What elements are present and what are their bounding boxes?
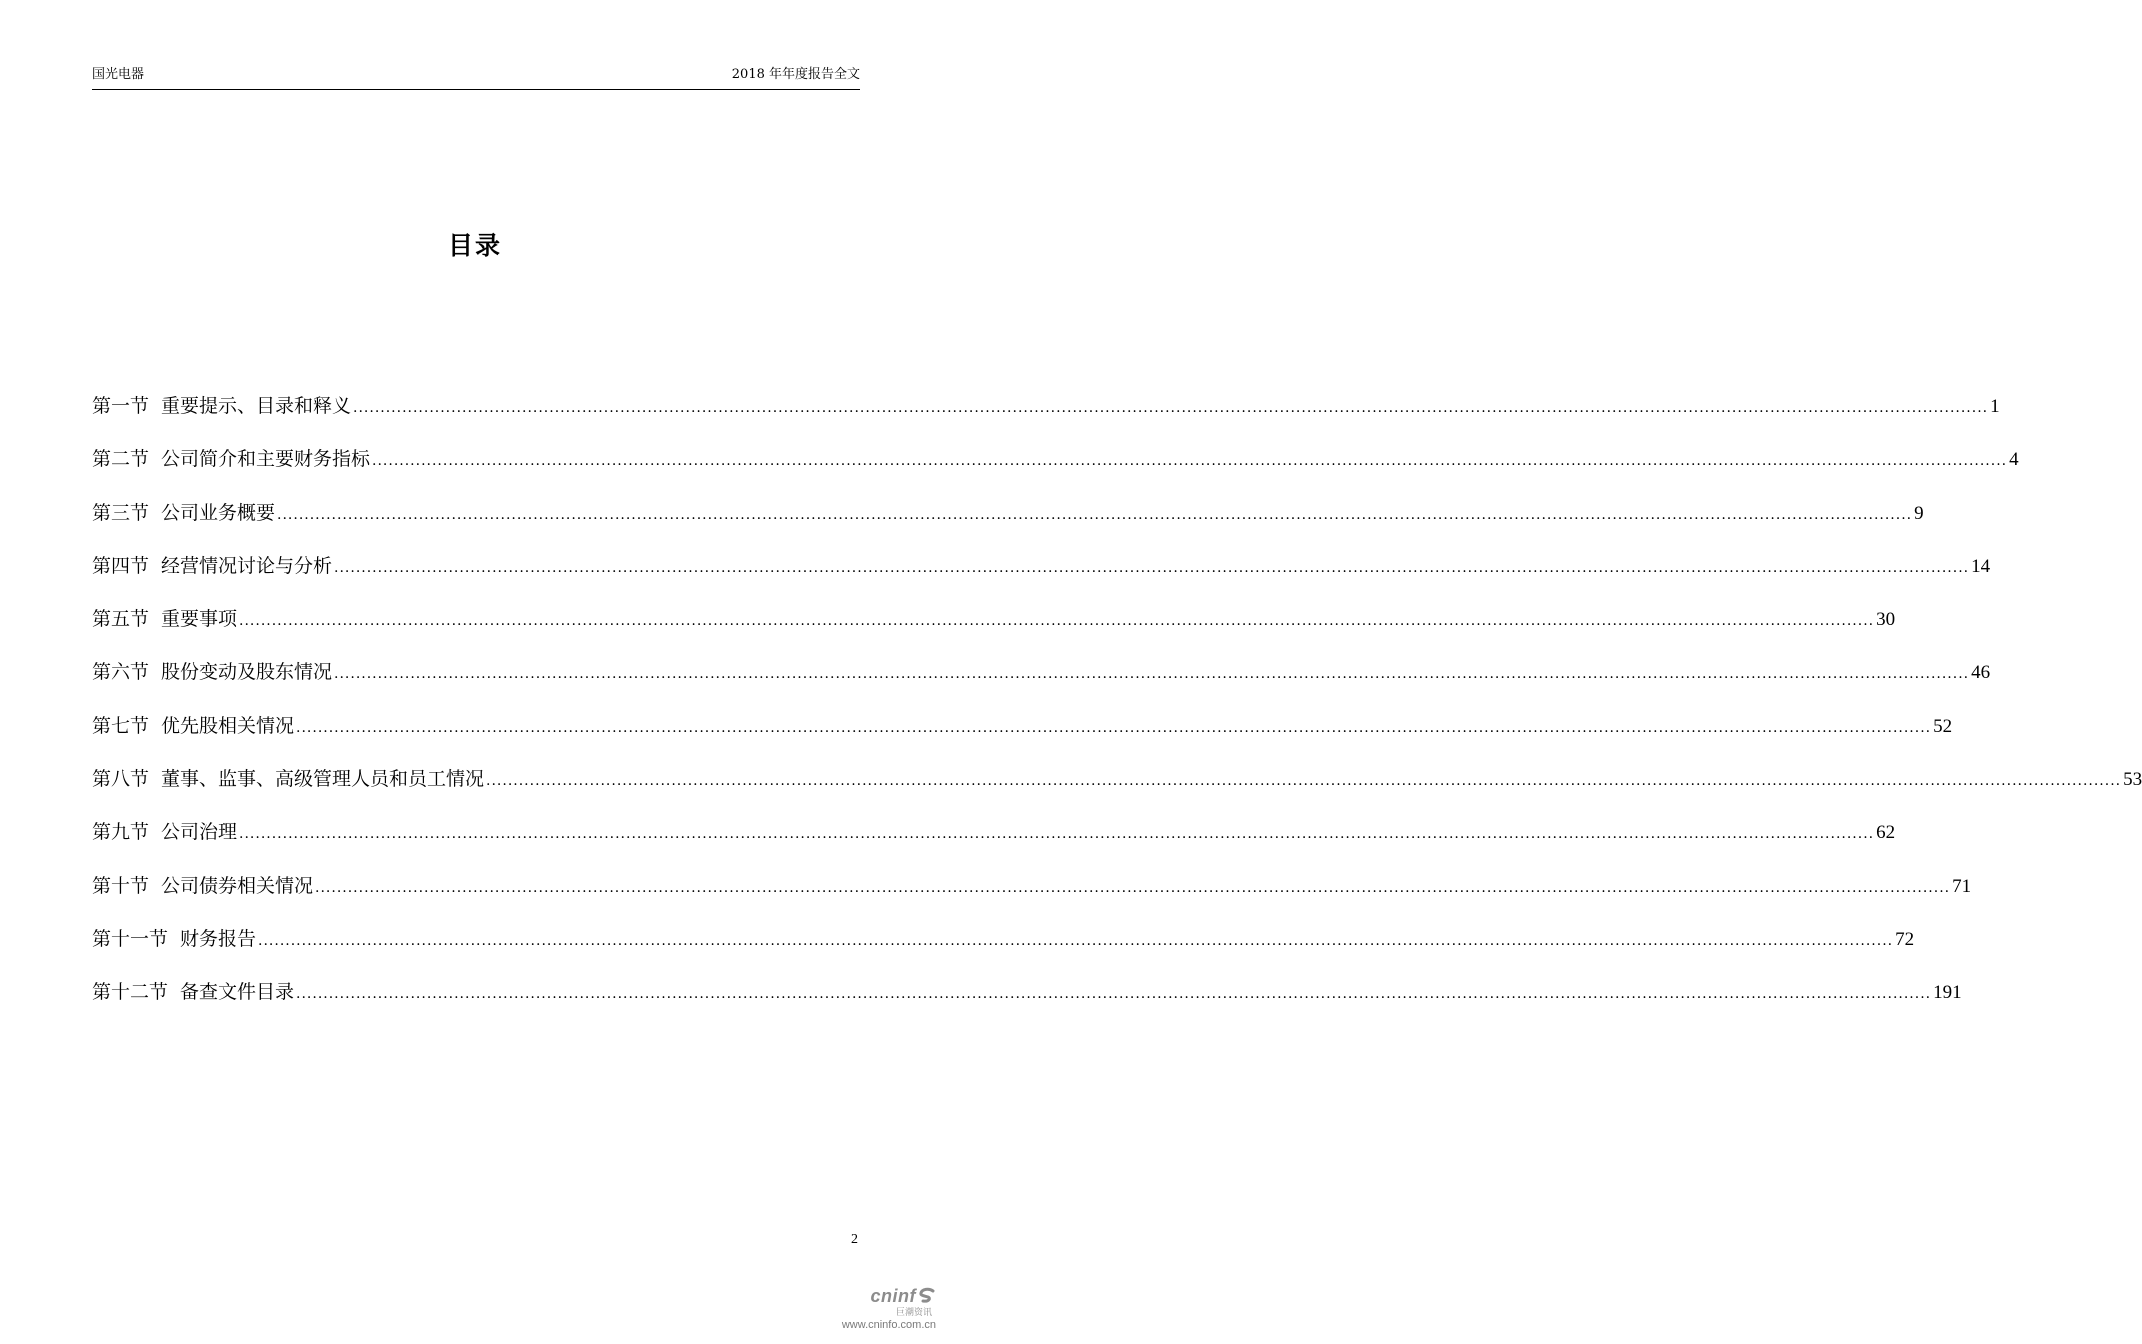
toc-section: 第十二节 xyxy=(92,981,169,1004)
toc-entry[interactable] xyxy=(92,712,1953,765)
toc-title: 公司债券相关情况 xyxy=(161,874,314,897)
toc-page: 71 xyxy=(1952,875,1972,897)
toc-title: 优先股相关情况 xyxy=(161,714,295,737)
toc-section: 第一节 xyxy=(92,395,150,417)
toc-title: 重要提示、目录和释义 xyxy=(161,395,352,417)
header-report-title: 2018 年年度报告全文 xyxy=(731,67,860,82)
toc-leader-dots: ............................................................................................................................................................................................................................................................................................................ xyxy=(334,666,1970,683)
toc-leader-dots: ............................................................................................................................................................................................................................................................................................................ xyxy=(372,453,2008,470)
toc-title: 公司治理 xyxy=(161,821,238,844)
toc-page: 62 xyxy=(1876,822,1896,844)
watermark-sub: 巨潮资讯 xyxy=(895,1307,932,1317)
toc-leader-dots: ............................................................................................................................................................................................................................................................................................................ xyxy=(353,400,1989,416)
toc-section: 第八节 xyxy=(92,768,150,791)
toc-page: 14 xyxy=(1971,555,1991,577)
page-title: 目录 xyxy=(447,231,502,260)
toc-leader-dots: ............................................................................................................................................................................................................................................................................................................ xyxy=(296,986,1932,1003)
page-number: 2 xyxy=(851,1232,858,1247)
toc-page: 52 xyxy=(1933,715,1953,737)
toc-section: 第七节 xyxy=(92,714,150,737)
toc-title: 股份变动及股东情况 xyxy=(161,661,333,684)
toc-entry[interactable] xyxy=(92,552,1991,605)
toc-page: 1 xyxy=(1990,396,2000,417)
toc-title: 经营情况讨论与分析 xyxy=(161,554,333,577)
toc-section: 第十节 xyxy=(92,874,150,897)
toc-leader-dots: ............................................................................................................................................................................................................................................................................................................ xyxy=(315,879,1951,896)
toc-title: 公司简介和主要财务指标 xyxy=(161,448,371,471)
toc-title: 公司业务概要 xyxy=(161,501,276,524)
toc-entry[interactable] xyxy=(92,818,1896,871)
toc-entry[interactable] xyxy=(92,925,1915,978)
toc-leader-dots: ............................................................................................................................................................................................................................................................................................................ xyxy=(277,506,1913,523)
toc-section: 第四节 xyxy=(92,554,150,577)
toc-title: 备查文件目录 xyxy=(180,981,295,1004)
toc-leader-dots: ............................................................................................................................................................................................................................................................................................................ xyxy=(239,613,1875,630)
toc-title: 重要事项 xyxy=(161,608,238,631)
toc-entry[interactable] xyxy=(92,765,2142,818)
toc-section: 第二节 xyxy=(92,448,150,471)
toc-leader-dots: ............................................................................................................................................................................................................................................................................................................ xyxy=(296,719,1932,736)
toc-leader-dots: ............................................................................................................................................................................................................................................................................................................ xyxy=(258,932,1894,949)
toc-leader-dots: ............................................................................................................................................................................................................................................................................................................ xyxy=(334,559,1970,576)
toc-entry[interactable] xyxy=(92,872,1972,925)
toc-entry[interactable] xyxy=(92,499,1924,552)
toc-page: 30 xyxy=(1876,609,1896,631)
watermark-url: www.cninfo.com.cn xyxy=(841,1319,936,1331)
toc-page: 46 xyxy=(1971,662,1991,684)
toc-leader-dots: ............................................................................................................................................................................................................................................................................................................ xyxy=(486,773,2122,790)
toc-entry[interactable] xyxy=(92,392,2000,445)
toc-section: 第三节 xyxy=(92,501,150,524)
cninf-logo-icon xyxy=(918,1288,936,1304)
toc-page: 4 xyxy=(2009,449,2019,471)
toc-section: 第六节 xyxy=(92,661,150,684)
toc-section: 第十一节 xyxy=(92,927,169,950)
toc-page: 191 xyxy=(1933,982,1962,1004)
toc-title: 财务报告 xyxy=(180,927,257,950)
watermark-brand: cninf xyxy=(870,1286,916,1306)
toc-page: 53 xyxy=(2123,769,2142,791)
toc-section: 第五节 xyxy=(92,608,150,631)
cninfo-watermark xyxy=(842,1286,936,1331)
toc-page: 9 xyxy=(1914,502,1924,524)
toc-entry[interactable] xyxy=(92,605,1896,658)
page-header xyxy=(92,64,860,90)
toc-entry[interactable] xyxy=(92,658,1991,711)
toc-leader-dots: ............................................................................................................................................................................................................................................................................................................ xyxy=(239,826,1875,843)
toc-section: 第九节 xyxy=(92,821,150,844)
toc-entry[interactable] xyxy=(92,978,1962,1031)
table-of-contents xyxy=(92,392,2142,1032)
toc-title: 董事、监事、高级管理人员和员工情况 xyxy=(161,768,485,791)
toc-page: 72 xyxy=(1895,928,1915,950)
header-company: 国光电器 xyxy=(92,67,145,82)
toc-entry[interactable] xyxy=(92,445,2019,498)
